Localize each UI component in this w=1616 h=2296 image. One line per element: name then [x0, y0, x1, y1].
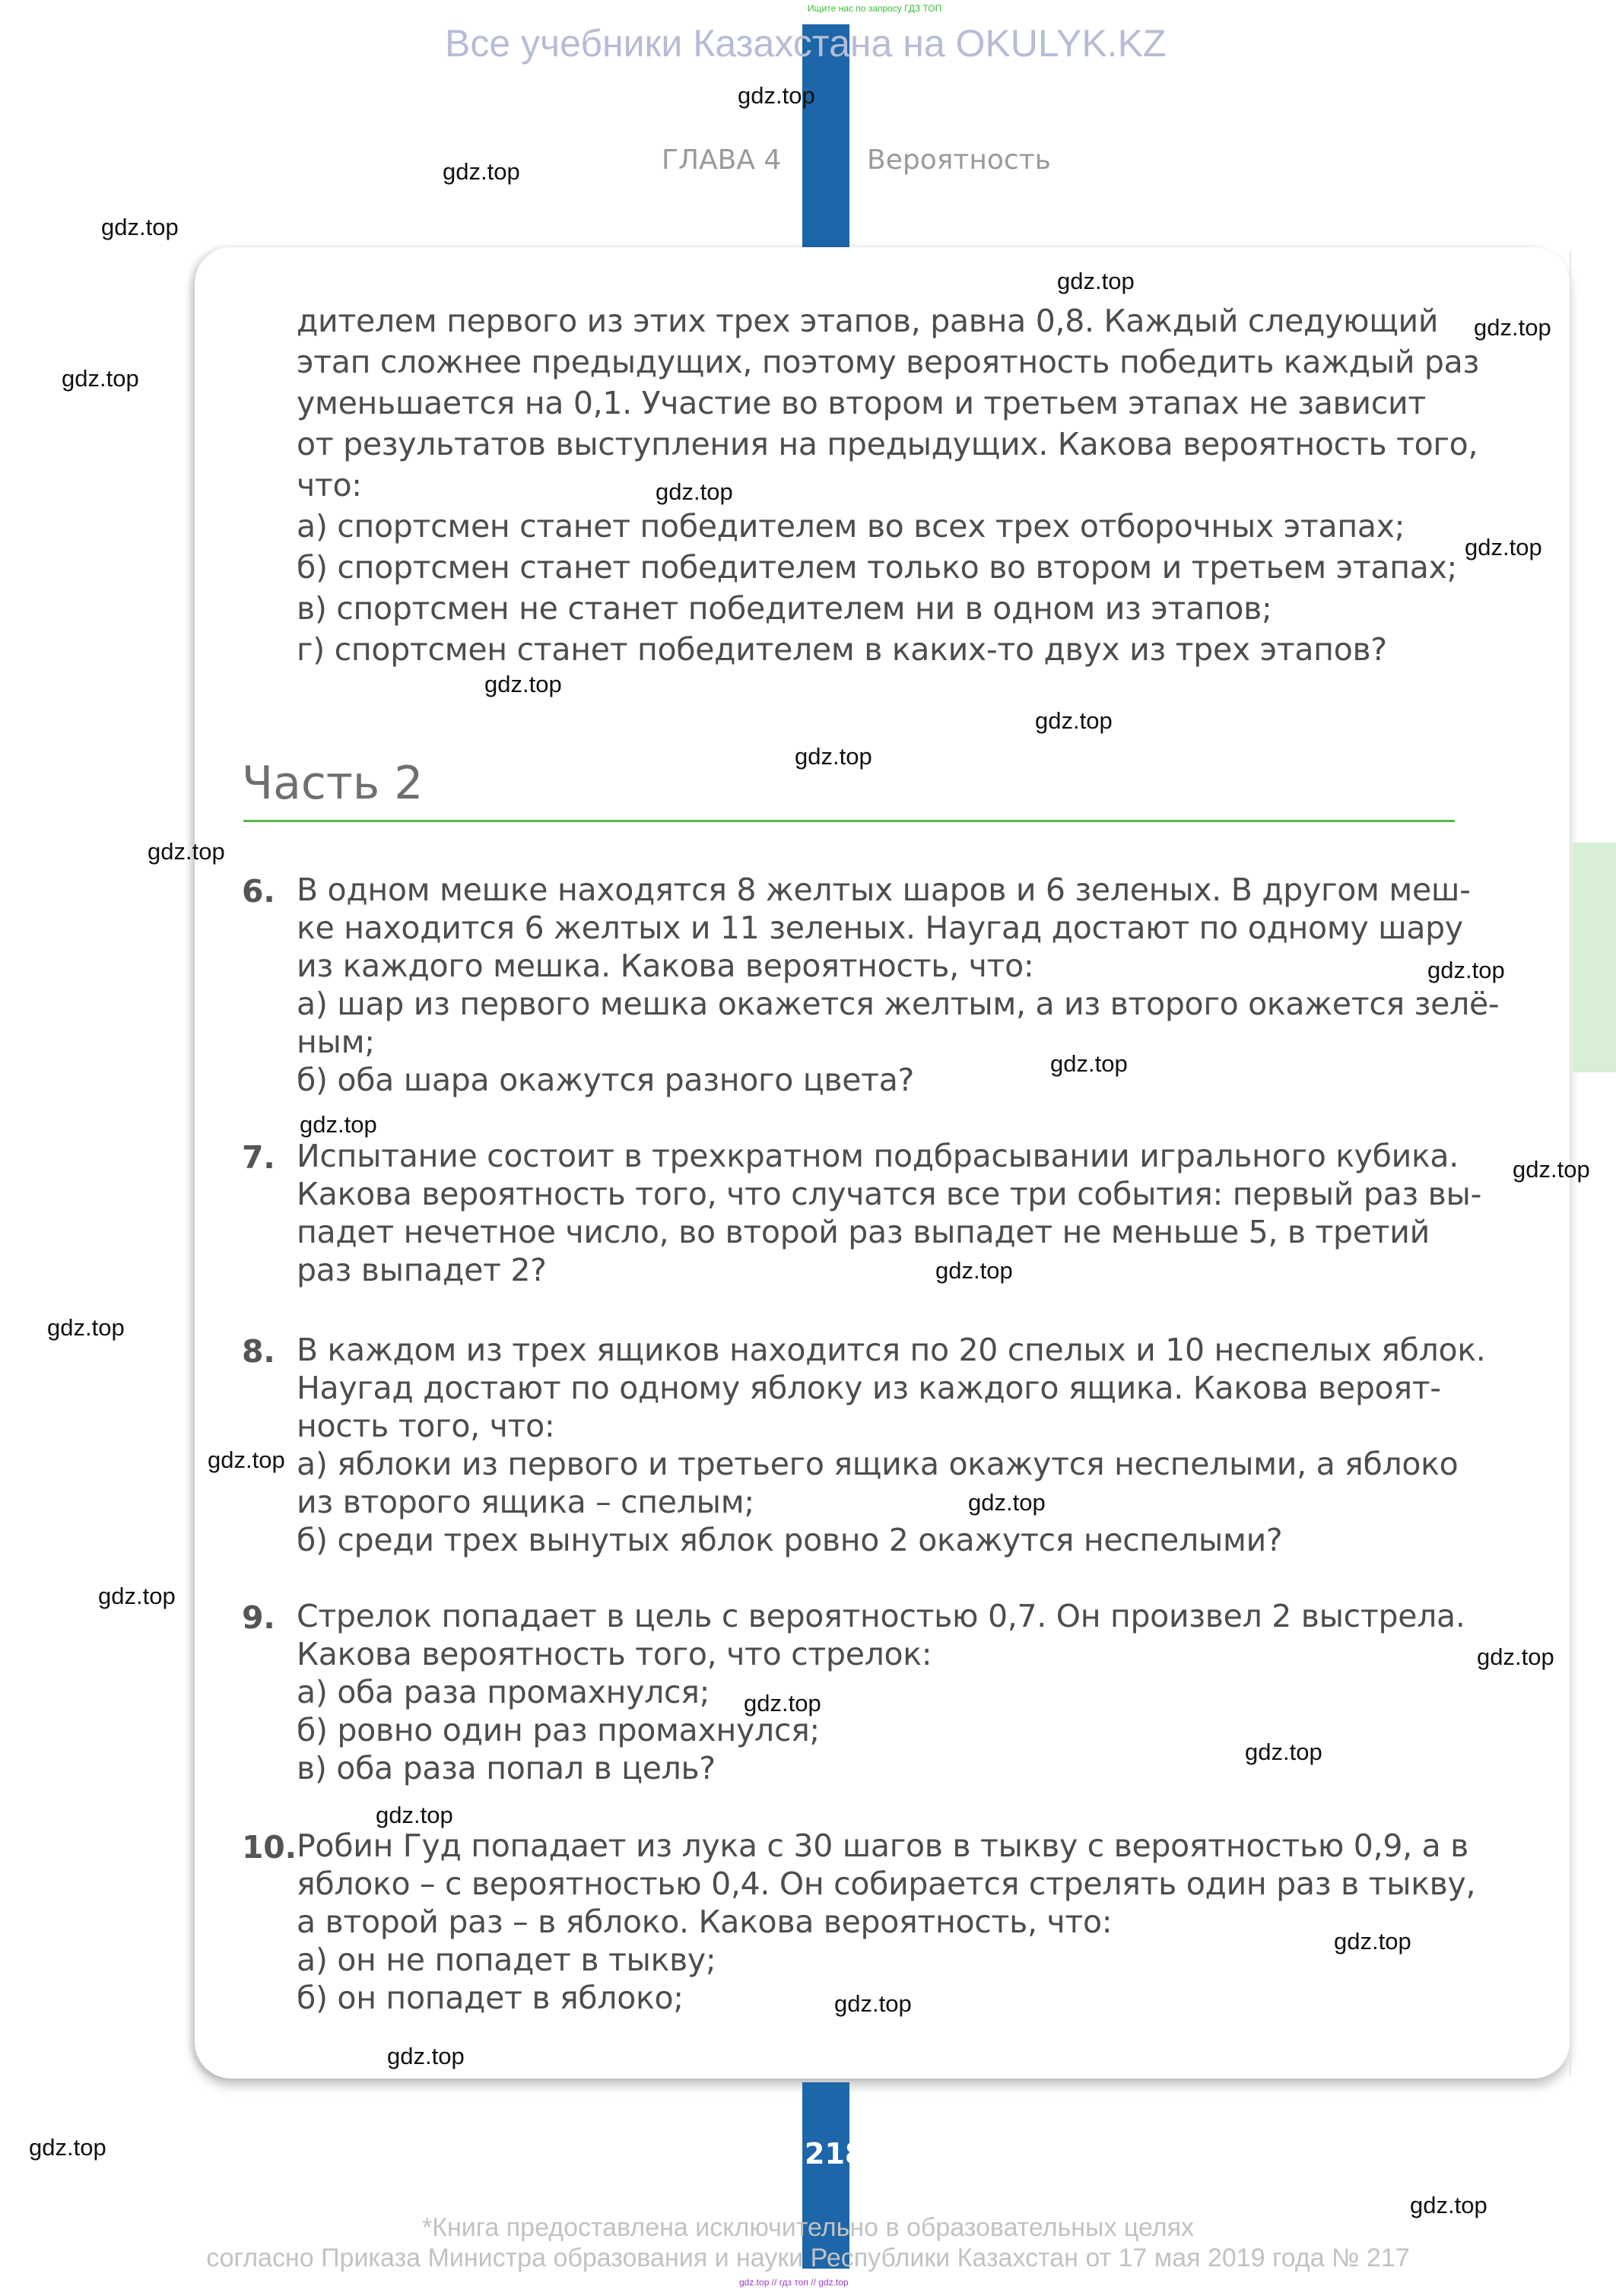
text-line: яблоко – с вероятностью 0,4. Он собирается стрелять один раз в тыкву,: [297, 1866, 1476, 1902]
text-line: из второго ящика – спелым;: [297, 1484, 754, 1520]
problem-number: 10.: [242, 1829, 297, 1866]
problem-number: 7.: [242, 1139, 275, 1176]
text-line: а) спортсмен станет победителем во всех трех отборочных этапах;: [297, 508, 1405, 545]
text-line: ке находится 6 желтых и 11 зеленых. Наугад достают по одному шару: [297, 910, 1463, 946]
watermark: gdz.top: [1410, 2192, 1487, 2218]
problem-7: [297, 1137, 1481, 1289]
watermark: gdz.top: [744, 1690, 821, 1716]
text-line: а) оба раза промахнулся;: [297, 1674, 710, 1710]
watermark: gdz.top: [968, 1489, 1046, 1516]
watermark: gdz.top: [834, 1990, 912, 2017]
text-line: Стрелок попадает в цель с вероятностью 0,7. Он произвел 2 выстрела.: [297, 1598, 1465, 1634]
text-line: а) яблоки из первого и третьего ящика окажутся неспелыми, а яблоко: [297, 1446, 1459, 1482]
watermark: gdz.top: [1477, 1643, 1554, 1670]
watermark: gdz.top: [101, 214, 179, 240]
text-line: ным;: [297, 1024, 375, 1060]
text-line: что:: [297, 467, 362, 503]
watermark: gdz.top: [1513, 1156, 1590, 1183]
search-hint: Ищите нас по запросу ГДЗ ТОП: [808, 3, 942, 14]
problem-6: [297, 871, 1499, 1099]
watermark: gdz.top: [1427, 957, 1505, 983]
problem-8: [297, 1331, 1486, 1559]
watermark: gdz.top: [1245, 1739, 1322, 1765]
chapter-label: ГЛАВА 4: [662, 144, 782, 176]
footer-line-2: согласно Приказа Министра образования и науки Республики Казахстан от 17 мая 2019 года № 217: [206, 2244, 1410, 2272]
text-line: Какова вероятность того, что случатся все три события: первый раз вы-: [297, 1176, 1482, 1212]
watermark: gdz.top: [387, 2043, 465, 2069]
watermark: gdz.top: [1474, 314, 1551, 341]
bottom-hint: gdz.top // гдз топ // gdz.top: [739, 2277, 849, 2288]
text-line: а) он не попадет в тыкву;: [297, 1942, 716, 1978]
text-line: б) ровно один раз промахнулся;: [297, 1712, 820, 1748]
watermark: gdz.top: [29, 2134, 106, 2161]
watermark: gdz.top: [62, 365, 139, 392]
problem-number: 9.: [242, 1599, 275, 1636]
text-line: дителем первого из этих трех этапов, равна 0,8. Каждый следующий: [297, 303, 1439, 339]
problem-10: [297, 1827, 1475, 2017]
text-line: из каждого мешка. Какова вероятность, что:: [297, 948, 1034, 984]
watermark: gdz.top: [795, 743, 872, 770]
problem-number: 8.: [242, 1333, 275, 1370]
site-title[interactable]: Все учебники Казахстана на OKULYK.KZ: [445, 22, 1167, 65]
watermark: gdz.top: [484, 671, 562, 697]
page-number: 218: [805, 2137, 865, 2171]
watermark: gdz.top: [1035, 707, 1113, 734]
footer-line-1: *Книга предоставлена исключительно в образовательных целях: [421, 2213, 1195, 2242]
text-line: раз выпадет 2?: [297, 1252, 547, 1288]
watermark: gdz.top: [1334, 1928, 1411, 1955]
watermark: gdz.top: [98, 1583, 176, 1609]
text-line: Испытание состоит в трехкратном подбрасывании игрального кубика.: [297, 1138, 1459, 1174]
watermark: gdz.top: [656, 478, 733, 505]
watermark: gdz.top: [935, 1257, 1013, 1284]
watermark: gdz.top: [376, 1802, 453, 1828]
text-line: ность того, что:: [297, 1408, 555, 1444]
text-line: б) спортсмен станет победителем только во втором и третьем этапах;: [297, 549, 1458, 586]
text-line: б) он попадет в яблоко;: [297, 1980, 684, 2016]
text-line: б) оба шара окажутся разного цвета?: [297, 1062, 915, 1098]
watermark: gdz.top: [300, 1111, 377, 1138]
problem-number: 6.: [242, 873, 275, 910]
watermark: gdz.top: [47, 1314, 125, 1341]
text-line: б) среди трех вынутых яблок ровно 2 окажутся неспелыми?: [297, 1522, 1283, 1558]
watermark: gdz.top: [1057, 268, 1135, 294]
watermark: gdz.top: [738, 82, 815, 109]
watermark: gdz.top: [208, 1447, 285, 1473]
text-line: г) спортсмен станет победителем в каких-то двух из трех этапов?: [297, 631, 1387, 668]
text-line: в) оба раза попал в цель?: [297, 1750, 716, 1786]
watermark: gdz.top: [443, 158, 520, 185]
part-title: Часть 2: [242, 757, 424, 810]
text-line: В каждом из трех ящиков находится по 20 спелых и 10 неспелых яблок.: [297, 1332, 1486, 1368]
section-tab: [1573, 843, 1616, 1072]
text-line: Какова вероятность того, что стрелок:: [297, 1636, 932, 1672]
part-divider: [243, 820, 1455, 822]
watermark: gdz.top: [1050, 1050, 1128, 1077]
text-line: а второй раз – в яблоко. Какова вероятность, что:: [297, 1904, 1113, 1940]
text-line: уменьшается на 0,1. Участие во втором и третьем этапах не зависит: [297, 385, 1426, 421]
chapter-title: Вероятность: [867, 144, 1051, 176]
problem-5-continuation: [297, 300, 1479, 670]
watermark: gdz.top: [148, 838, 225, 865]
text-line: а) шар из первого мешка окажется желтым, а из второго окажется зелё-: [297, 986, 1500, 1022]
watermark: gdz.top: [1465, 534, 1542, 561]
text-line: в) спортсмен не станет победителем ни в одном из этапов;: [297, 590, 1272, 627]
text-line: Робин Гуд попадает из лука с 30 шагов в тыкву с вероятностью 0,9, а в: [297, 1828, 1468, 1864]
text-line: падет нечетное число, во второй раз выпадет не меньше 5, в третий: [297, 1214, 1430, 1250]
text-line: этап сложнее предыдущих, поэтому вероятность победить каждый раз: [297, 344, 1479, 380]
text-line: Наугад достают по одному яблоку из каждого ящика. Какова вероят-: [297, 1370, 1441, 1406]
text-line: В одном мешке находятся 8 желтых шаров и 6 зеленых. В другом меш-: [297, 872, 1471, 908]
text-line: от результатов выступления на предыдущих. Какова вероятность того,: [297, 426, 1478, 462]
